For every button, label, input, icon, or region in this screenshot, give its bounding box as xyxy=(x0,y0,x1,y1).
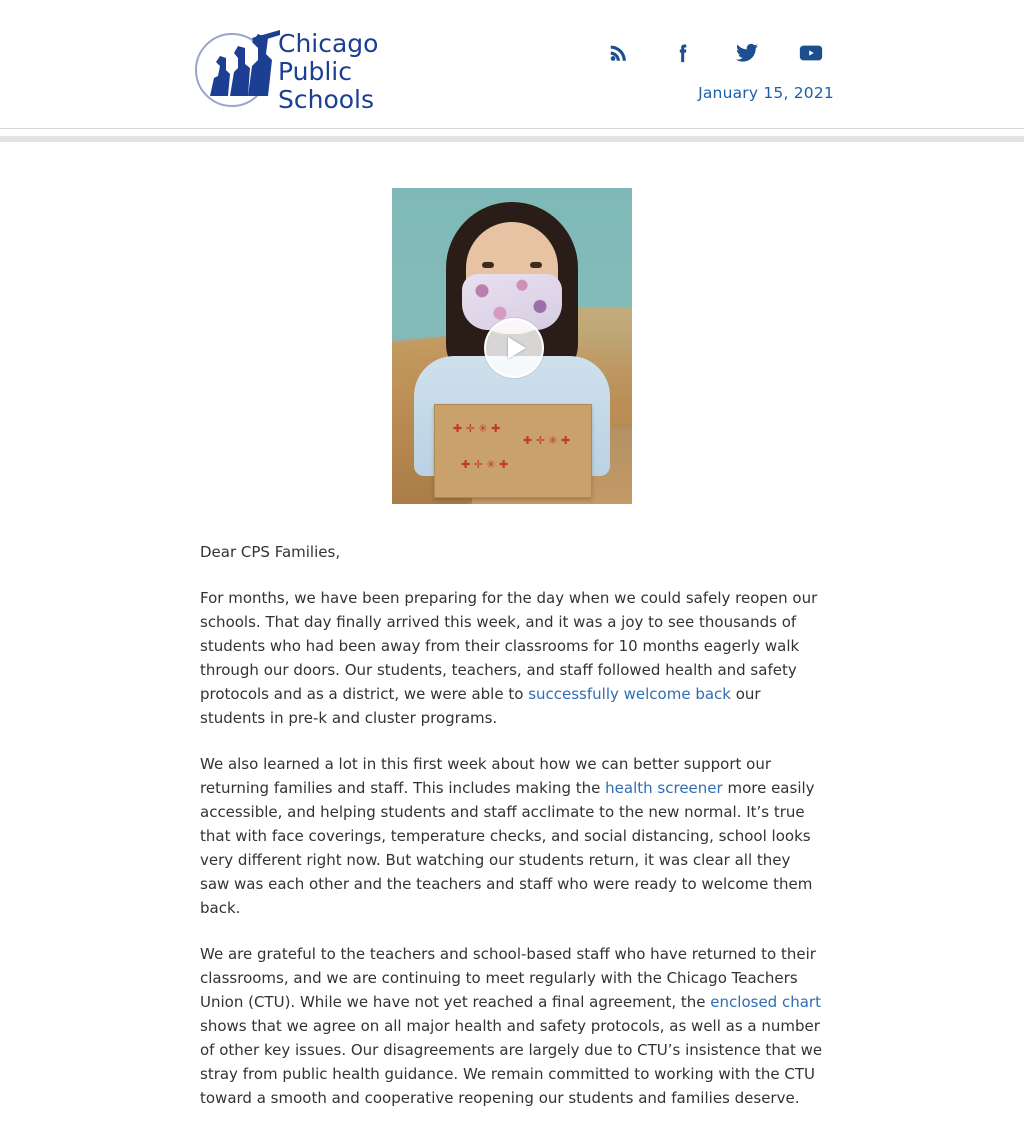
drawing-mark-1: ✚ ✛ ✳ ✚ xyxy=(453,422,501,435)
letter-body xyxy=(200,540,824,1110)
main-content xyxy=(0,188,1024,1110)
newsletter-date: January 15, 2021 xyxy=(698,84,834,102)
svg-text:Chicago: Chicago xyxy=(278,29,379,58)
twitter-icon[interactable] xyxy=(734,40,760,66)
letter-p3-text-b: shows that we agree on all major health and safety protocols, as well as a number of other key issues. Our disagreements are largely due to CTU’s insistence that we stray from public health guidance. We remain committed to working with the CTU toward a smooth and cooperative reopening our students and families deserve. xyxy=(200,1017,823,1107)
header-divider xyxy=(0,128,1024,142)
letter-paragraph-3 xyxy=(200,942,824,1110)
page-header xyxy=(0,0,1024,128)
photo-student-eye-right xyxy=(530,262,542,268)
photo-student-eye-left xyxy=(482,262,494,268)
letter-p1-text-b: our students in pre-k and cluster programs. xyxy=(200,685,761,727)
link-enclosed-chart[interactable]: enclosed chart xyxy=(710,993,821,1011)
drawing-mark-3: ✚ ✛ ✳ ✚ xyxy=(523,434,571,447)
letter-paragraph-2 xyxy=(200,752,824,920)
letter-paragraph-1 xyxy=(200,586,824,730)
letter-p2-text-b: more easily accessible, and helping students and staff acclimate to the new normal. It’s true that with face coverings, temperature checks, and social distancing, school looks very different right now. But watching our students return, it was clear all they saw was each other and the teachers and staff who were ready to welcome them back. xyxy=(200,779,815,917)
svg-text:Public: Public xyxy=(278,57,352,86)
photo-drawing xyxy=(434,404,592,498)
letter-p1-text-a: For months, we have been preparing for the day when we could safely reopen our schools. That day finally arrived this week, and it was a joy to see thousands of students who had been away from their classrooms for 10 months eagerly walk through our doors. Our students, teachers, and staff followed health and safety protocols and as a district, we were able to xyxy=(200,589,818,703)
rss-icon[interactable] xyxy=(606,40,632,66)
facebook-icon[interactable] xyxy=(670,40,696,66)
drawing-mark-2: ✚ ✛ ✳ ✚ xyxy=(461,458,509,471)
svg-text:Schools: Schools xyxy=(278,85,375,112)
letter-salutation: Dear CPS Families, xyxy=(200,543,341,561)
link-health-screener[interactable]: health screener xyxy=(605,779,723,797)
play-button-icon[interactable] xyxy=(484,318,544,378)
link-successfully-welcome-back[interactable]: successfully welcome back xyxy=(528,685,731,703)
letter-p3-text-a: We are grateful to the teachers and school-based staff who have returned to their classrooms, and we are continuing to meet regularly with the Chicago Teachers Union (CTU). While we have not yet reached a final agreement, the xyxy=(200,945,816,1011)
hero-wrapper xyxy=(200,188,824,504)
header-inner xyxy=(0,14,1024,112)
video-thumbnail[interactable] xyxy=(392,188,632,504)
cps-logo[interactable] xyxy=(190,26,412,112)
letter-p2-text-a: We also learned a lot in this first week about how we can better support our returning families and staff. This includes making the xyxy=(200,755,772,797)
header-right xyxy=(606,40,834,102)
social-links xyxy=(606,40,834,66)
youtube-icon[interactable] xyxy=(798,40,824,66)
